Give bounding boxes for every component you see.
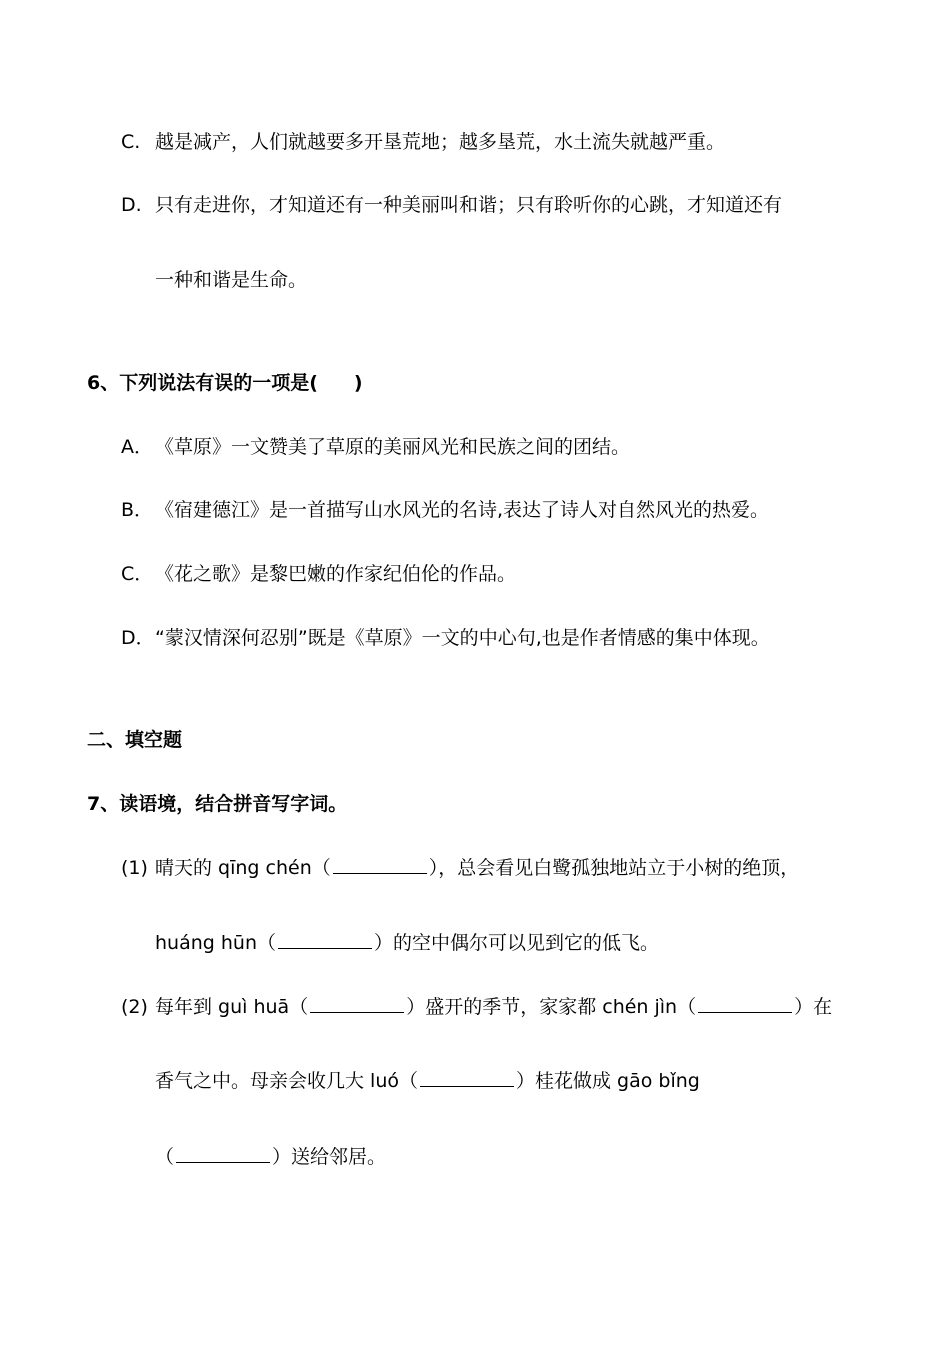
q6-option-d-text: “蒙汉情深何忍别”既是《草原》一文的中心句,也是作者情感的集中体现。 [155,627,770,649]
q6-option-c-label: C． [121,563,154,585]
q6-stem-close: ) [353,372,363,394]
q7-item2-text-d: 香气之中。母亲会收几大 luó（ [155,1070,418,1092]
q7-item2-blank-chenjin[interactable] [698,994,792,1013]
q6-option-c [121,561,516,587]
q7-item1-label: (1) [121,857,148,879]
q7-item1-blank-huanghun[interactable] [278,930,372,949]
q6-option-c-text: 《花之歌》是黎巴嫩的作家纪伯伦的作品。 [155,563,517,585]
q7-item2-text-g: ）送给邻居。 [272,1146,387,1168]
q6-option-b [121,497,769,523]
q5-option-d-text-line1: 只有走进你，才知道还有一种美丽叫和谐；只有聆听你的心跳，才知道还有 [155,194,783,216]
q7-item1-line1 [121,855,799,881]
q7-item2-blank-gaobing[interactable] [176,1144,270,1163]
q6-option-d-label: D． [121,627,155,649]
q7-stem: 7、读语境，结合拼音写字词。 [87,793,348,815]
q5-option-c-label: C. [121,131,141,153]
q7-item2-blank-luo[interactable] [420,1068,514,1087]
q6-option-a-text: 《草原》一文赞美了草原的美丽风光和民族之间的团结。 [155,436,631,458]
q7-item2-line1 [121,994,832,1020]
q5-option-c-text: 越是减产，人们就越要多开垦荒地；越多垦荒，水土流失就越严重。 [155,131,726,153]
q7-item2-text-e: ）桂花做成 gāo bǐng [516,1070,700,1092]
q6-stem [87,370,363,396]
q7-item1-text-a: 晴天的 qīng chén（ [155,857,331,879]
q6-option-a-label: A． [121,436,153,458]
q7-item2-text-c: ）在 [794,996,833,1018]
q7-item1-text-c: huáng hūn（ [155,932,276,954]
q6-option-a [121,434,630,460]
q7-item2-label: (2) [121,996,148,1018]
q6-option-b-text: 《宿建德江》是一首描写山水风光的名诗,表达了诗人对自然风光的热爱。 [155,499,770,521]
q7-item2-text-a: 每年到 guì huā（ [155,996,309,1018]
q7-item1-blank-qingchen[interactable] [333,855,427,874]
q5-option-d-continuation [155,267,307,293]
q5-option-d [121,192,782,218]
q6-stem-text: 6、下列说法有误的一项是( [87,372,318,394]
q7-item1-text-d: ）的空中偶尔可以见到它的低飞。 [374,932,660,954]
section2-heading: 二、填空题 [87,729,183,751]
q6-option-b-label: B． [121,499,154,521]
q5-option-d-label: D. [121,194,142,216]
q7-item2-line3 [155,1144,386,1170]
q6-option-d [121,625,770,651]
q7-item2-blank-guihua[interactable] [310,994,404,1013]
q7-item2-text-f: （ [155,1146,175,1168]
q5-option-c [121,129,725,155]
q7-item1-text-b: ），总会看见白鹭孤独地站立于小树的绝顶， [428,857,800,879]
q7-item2-text-b: ）盛开的季节，家家都 chén jìn（ [406,996,697,1018]
q7-item1-line2 [155,930,659,956]
q7-item2-line2 [155,1068,700,1094]
q5-option-d-text-line2: 一种和谐是生命。 [155,269,308,291]
